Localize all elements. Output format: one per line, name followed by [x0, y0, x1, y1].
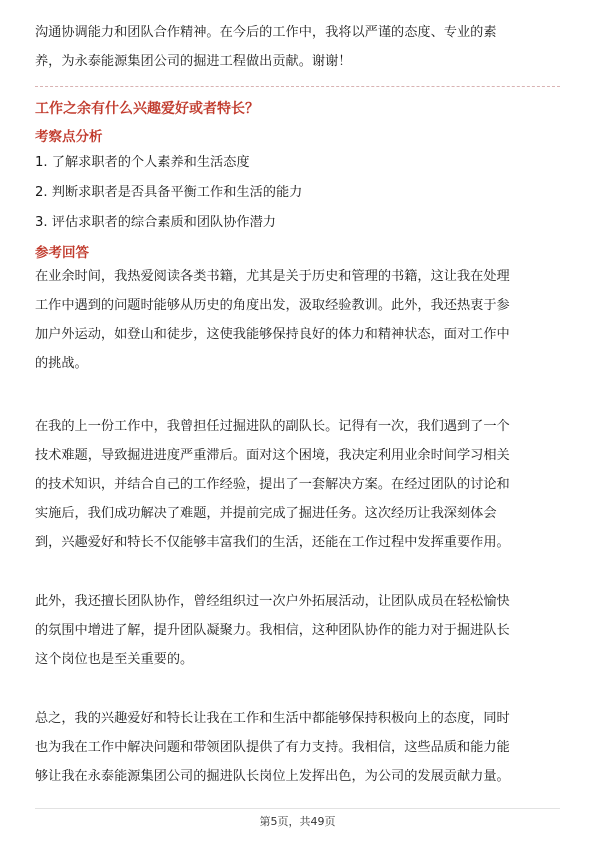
analysis-item: 2. 判断求职者是否具备平衡工作和生活的能力	[35, 185, 303, 200]
answer-paragraph	[35, 587, 560, 674]
text-line: 总之，我的兴趣爱好和特长让我在工作和生活中都能够保持积极向上的态度，同时	[35, 711, 510, 726]
text-line: 在我的上一份工作中，我曾担任过掘进队的副队长。记得有一次，我们遇到了一个	[35, 419, 510, 434]
text-line: 到，兴趣爱好和特长不仅能够丰富我们的生活，还能在工作过程中发挥重要作用。	[35, 535, 510, 550]
text-line: 工作中遇到的问题时能够从历史的角度出发，汲取经验教训。此外，我还热衷于参	[35, 298, 510, 313]
intro-paragraph	[35, 18, 560, 76]
text-line: 够让我在永泰能源集团公司的掘进队长岗位上发挥出色，为公司的发展贡献力量。	[35, 769, 510, 784]
analysis-title: 考察点分析	[35, 129, 103, 145]
answer-paragraph	[35, 412, 560, 557]
text-line: 的技术知识，并结合自己的工作经验，提出了一套解决方案。在经过团队的讨论和	[35, 477, 510, 492]
text-line: 的挑战。	[35, 356, 88, 371]
text-line: 沟通协调能力和团队合作精神。在今后的工作中，我将以严谨的态度、专业的素	[35, 25, 497, 40]
text-line: 加户外运动，如登山和徒步，这使我能够保持良好的体力和精神状态，面对工作中	[35, 327, 510, 342]
text-line: 养，为永泰能源集团公司的掘进工程做出贡献。谢谢！	[35, 54, 352, 69]
text-line: 实施后，我们成功解决了难题，并提前完成了掘进任务。这次经历让我深刻体会	[35, 506, 497, 521]
text-line: 技术难题，导致掘进进度严重滞后。面对这个困境，我决定利用业余时间学习相关	[35, 448, 510, 463]
question-heading: 工作之余有什么兴趣爱好或者特长？	[35, 101, 259, 117]
analysis-item: 3. 评估求职者的综合素质和团队协作潜力	[35, 215, 276, 230]
page-number: 第5页，共49页	[259, 815, 336, 828]
text-line: 也为我在工作中解决问题和带领团队提供了有力支持。我相信，这些品质和能力能	[35, 740, 510, 755]
analysis-item: 1. 了解求职者的个人素养和生活态度	[35, 155, 250, 170]
text-line: 的氛围中增进了解，提升团队凝聚力。我相信，这种团队协作的能力对于掘进队长	[35, 623, 510, 638]
answer-paragraph	[35, 704, 560, 791]
text-line: 在业余时间，我热爱阅读各类书籍，尤其是关于历史和管理的书籍，这让我在处理	[35, 269, 510, 284]
text-line: 这个岗位也是至关重要的。	[35, 652, 194, 667]
footer-divider	[35, 808, 560, 809]
answer-paragraph	[35, 262, 560, 378]
section-divider	[35, 86, 560, 87]
answer-title: 参考回答	[35, 245, 89, 261]
text-line: 此外，我还擅长团队协作，曾经组织过一次户外拓展活动，让团队成员在轻松愉快	[35, 594, 510, 609]
